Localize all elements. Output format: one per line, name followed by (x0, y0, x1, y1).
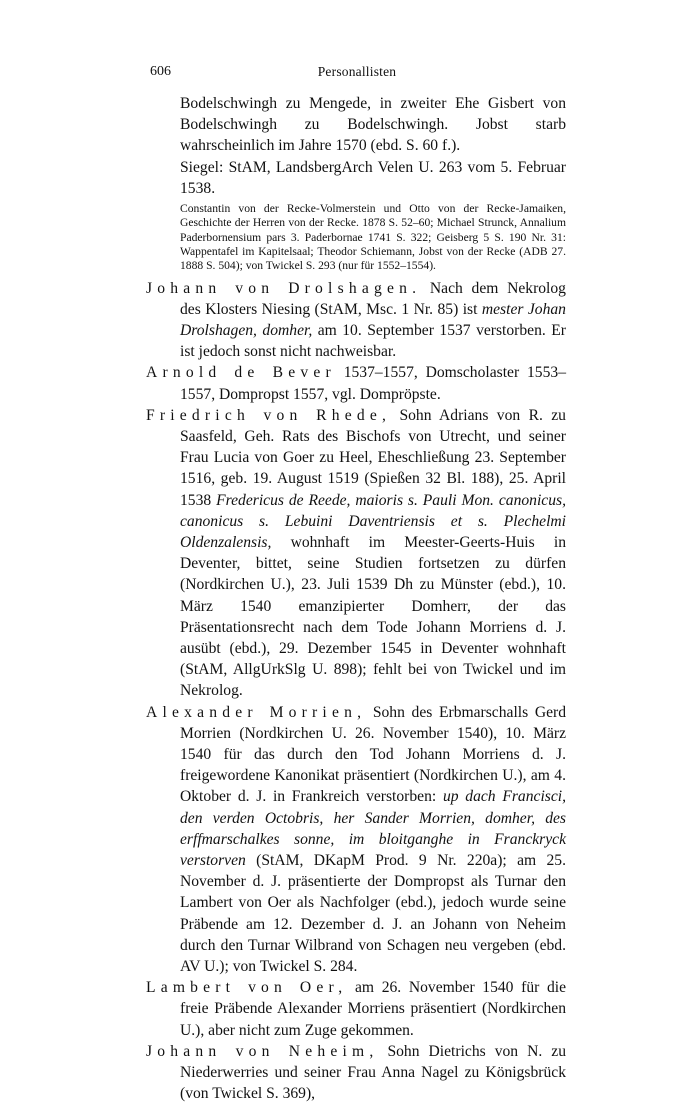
entry-name: Arnold de Bever (146, 364, 336, 382)
entry-arnold-de-bever: Arnold de Bever 1537–1557, Domscholaster 1553–1557, Dompropst 1557, vgl. Dompröpste. (146, 364, 566, 403)
entry-name: Alexander Morrien, (146, 703, 367, 721)
running-head: Personallisten (317, 64, 397, 79)
entry-name: Lambert von Oer, (146, 979, 348, 997)
entry-johann-von-drolshagen: Johann von Drolshagen. Nach dem Nekrolog des Klosters Niesing (StAM, Msc. 1 Nr. 85) ist mester Johan Drolshagen, domher, am 10. September 1537 verstorben. Er ist jedoch sonst nicht nachweisbar. (146, 279, 566, 361)
entry-johann-von-neheim: Johann von Neheim, Sohn Dietrichs von N. zu Niederwerries und seiner Frau Anna Nagel zu Königsbrück (von Twickel S. 369), (146, 1042, 566, 1103)
seal-line: Siegel: StAM, LandsbergArch Velen U. 263 vom 5. Februar 1538. (180, 158, 566, 197)
intro-paragraph: Bodelschwingh zu Mengede, in zweiter Ehe Gisbert von Bodelschwingh zu Bodelschwingh. Jobst starb wahrscheinlich im Jahre 1570 (ebd. S. 60 f.). (180, 95, 566, 155)
entry-name: Friedrich von Rhede, (146, 406, 392, 424)
entry-name: Johann von Neheim, (146, 1042, 379, 1060)
entry-friedrich-von-rhede: Friedrich von Rhede, Sohn Adrians von R. zu Saasfeld, Geh. Rats des Bischofs von Utrecht, und seiner Frau Lucia von Goer zu Heel, Eheschließung 23. September 1516, geb. 19. August 1519 (Spießen 32 Bl. 188), 25. April 1538 Fredericus de Reede, maioris s. Pauli Mon. canonicus, canonicus s. Lebuini Daventriensis et s. Plechelmi Oldenzalensis, wohnhaft im Meester-Geerts-Huis in Deventer, bittet, seine Studien fortsetzen zu dürfen (Nordkirchen U.), 23. Juli 1539 Dh zu Münster (ebd.), 10. März 1540 emanzipierter Domherr, der das Präsentationsrecht nach dem Tode Johann Morriens d. J. ausübt (ebd.), 29. Dezember 1545 in Deventer wohnhaft (StAM, AllgUrkSlg U. 898); fehlt bei von Twickel und im Nekrolog. (146, 406, 566, 700)
source-references: Constantin von der Recke-Volmerstein und Otto von der Recke-Jamaiken, Geschichte der Herren von der Recke. 1878 S. 52–60; Michael Strunck, Annalium Paderbornensium pars 3. Paderbornae 1741 S. 322; Geisberg 5 S. 190 Nr. 31: Wappentafel im Kapitelsaal; Theodor Schiemann, Jobst von der Recke (ADB 27. 1888 S. 504); von Twickel S. 293 (nur für 1552–1554). (180, 202, 566, 273)
entry-lambert-von-oer: Lambert von Oer, am 26. November 1540 für die freie Präbende Alexander Morriens präsentiert (Nordkirchen U.), aber nicht zum Zuge gekommen. (146, 979, 567, 1039)
page-number: 606 (150, 64, 171, 79)
entry-name: Johann von Drolshagen. (146, 279, 422, 297)
page-body (146, 93, 566, 1104)
entry-alexander-morrien: Alexander Morrien, Sohn des Erbmarschalls Gerd Morrien (Nordkirchen U. 26. November 1540), 10. März 1540 für das durch den Tod Johann Morriens d. J. freigewordene Kanonikat präsentiert (Nordkirchen U.), am 4. Oktober d. J. in Frankreich verstorben: up dach Francisci, den verden Octobris, her Sander Morrien, domher, des erffmarschalkes sonne, im bloitganghe in Franckryck verstorven (StAM, DKapM Prod. 9 Nr. 220a); am 25. November d. J. präsentierte der Dompropst als Turnar den Lambert von Oer als Nachfolger (ebd.), jedoch wurde seine Präbende am 12. Dezember d. J. an Johann von Neheim durch den Turnar Wilbrand von Schagen neu vergeben (ebd. AV U.); von Twickel S. 284. (146, 703, 566, 975)
